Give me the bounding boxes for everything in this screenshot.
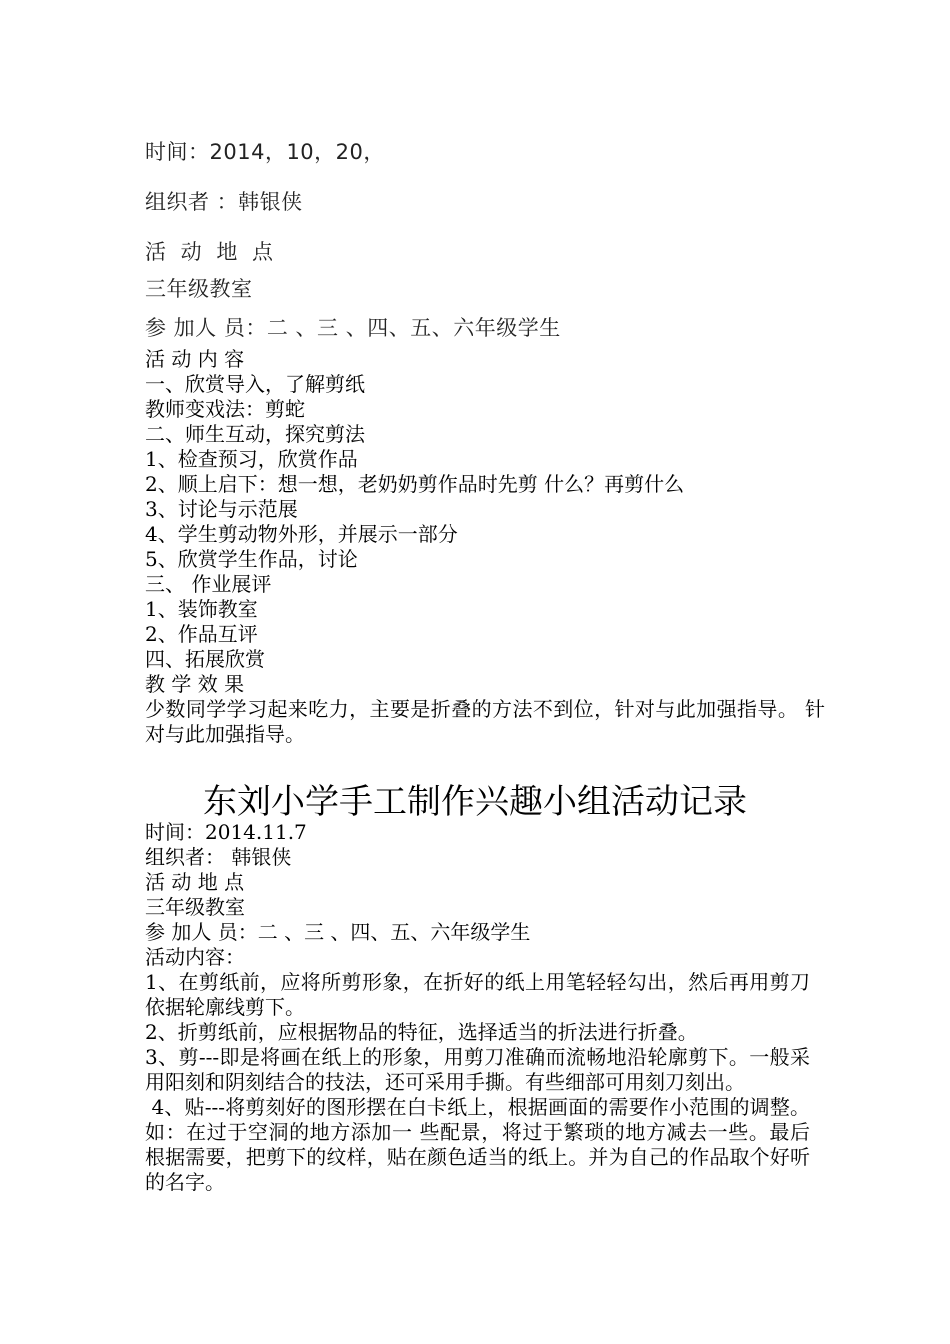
record2-time: 时间：2014.11.7	[145, 820, 307, 844]
paragraph: 4、贴---将剪刻好的图形摆在白卡纸上，根据画面的需要作小范围的调整。如：在过于空洞的地方添加一 些配景，将过于繁琐的地方减去一些。最后根据需要，把剪下的纹样，贴在颜色适当的纸上。并为自己的作品取个好听的名字。	[145, 1095, 810, 1194]
list-item: 2、顺上启下：想一想，老奶奶剪作品时先剪 什么？再剪什么	[145, 472, 685, 496]
list-item: 5、欣赏学生作品，讨论	[145, 547, 358, 571]
paragraph: 1、在剪纸前，应将所剪形象，在折好的纸上用笔轻轻勾出，然后再用剪刀依据轮廓线剪下。	[145, 970, 810, 1019]
record1-content-label: 活 动 内 容	[145, 347, 245, 371]
list-item: 1、装饰教室	[145, 597, 258, 621]
record1-location: 三年级教室	[145, 277, 253, 301]
list-item: 四、拓展欣赏	[145, 647, 265, 671]
paragraph: 3、剪---即是将画在纸上的形象，用剪刀准确而流畅地沿轮廓剪下。一般采用阳刻和阴刻结合的技法，还可采用手撕。有些细部可用刻刀刻出。	[145, 1045, 810, 1094]
record2-content	[145, 820, 810, 1195]
list-item: 4、学生剪动物外形，并展示一部分	[145, 522, 458, 546]
record2-participants: 参 加人 员：二 、三 、四、五、六年级学生	[145, 920, 531, 944]
record2-location-label: 活 动 地 点	[145, 870, 245, 894]
list-item: 二、师生互动，探究剪法	[145, 422, 365, 446]
list-item: 教师变戏法：剪蛇	[145, 397, 305, 421]
list-item: 1、检查预习，欣赏作品	[145, 447, 358, 471]
record1-content	[145, 347, 825, 747]
list-item: 3、讨论与示范展	[145, 497, 298, 521]
list-item: 2、作品互评	[145, 622, 258, 646]
record1-organizer: 组织者 ：韩银侠	[145, 190, 303, 214]
record1-participants: 参 加人 员：二 、三 、四、五、六年级学生	[145, 316, 561, 340]
page-title: 东刘小学手工制作兴趣小组活动记录	[203, 782, 747, 822]
list-item: 一、欣赏导入，了解剪纸	[145, 372, 365, 396]
record2-content-label: 活动内容：	[145, 945, 245, 969]
record2-organizer: 组织者： 韩银侠	[145, 845, 292, 869]
record1-time: 时间：2014，10，20，	[145, 140, 385, 164]
paragraph: 2、折剪纸前，应根据物品的特征，选择适当的折法进行折叠。	[145, 1020, 698, 1044]
record1-effect-label: 教 学 效 果	[145, 672, 245, 696]
record1-effect: 少数同学学习起来吃力，主要是折叠的方法不到位，针对与此加强指导。 针对与此加强指导。	[145, 697, 825, 746]
record2-location: 三年级教室	[145, 895, 245, 919]
list-item: 三、 作业展评	[145, 572, 272, 596]
record1-location-label: 活 动 地 点	[145, 240, 278, 264]
